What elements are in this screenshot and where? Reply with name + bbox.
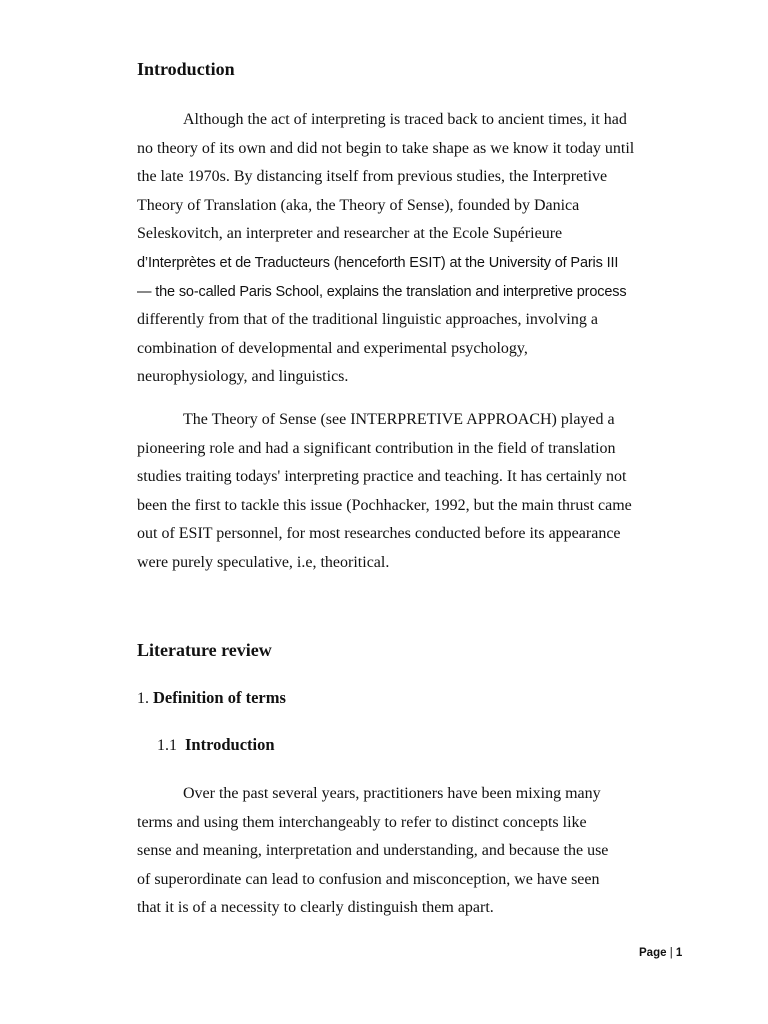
introduction-heading: Introduction: [137, 59, 235, 79]
page-footer: [639, 947, 682, 959]
subsection-introduction: [157, 735, 275, 755]
introduction-paragraph-1: [137, 106, 697, 392]
page-number: 1: [675, 947, 683, 959]
text-line: terms and using them interchangeably to refer to distinct concepts like: [137, 813, 587, 831]
text-line: studies traiting todays' interpreting practice and teaching. It has certainly not: [137, 468, 627, 486]
text-line: Theory of Translation (aka, the Theory of Sense), founded by Danica: [137, 196, 580, 214]
text-line: out of ESIT personnel, for most researches conducted before its appearance: [137, 525, 621, 543]
footer-separator: |: [669, 947, 673, 959]
text-line: of superordinate can lead to confusion and misconception, we have seen: [137, 870, 600, 888]
page-label: Page: [639, 947, 667, 959]
text-line: the late 1970s. By distancing itself from previous studies, the Interpretive: [137, 168, 608, 186]
subsection-title: Introduction: [185, 735, 275, 754]
subsection-definition-of-terms: [137, 688, 286, 708]
text-line: differently from that of the traditional linguistic approaches, involving a: [137, 311, 598, 329]
text-line: d’Interprètes et de Traducteurs (henceforth ESIT) at the University of Paris III: [137, 254, 619, 271]
text-line: — the so-called Paris School, explains the translation and interpretive process: [137, 283, 627, 300]
introduction-paragraph-2: [137, 406, 697, 578]
text-line: Although the act of interpreting is traced back to ancient times, it had: [183, 111, 627, 128]
text-line: combination of developmental and experimental psychology,: [137, 339, 528, 357]
literature-review-heading: Literature review: [137, 640, 272, 660]
literature-review-paragraph: [137, 780, 697, 923]
text-line: Seleskovitch, an interpreter and researcher at the Ecole Supérieure: [137, 225, 563, 243]
text-line: no theory of its own and did not begin to take shape as we know it today until: [137, 139, 635, 157]
text-line: Over the past several years, practitioners have been mixing many: [183, 785, 601, 802]
text-line: The Theory of Sense (see INTERPRETIVE APPROACH) played a: [183, 411, 615, 428]
text-line: pioneering role and had a significant contribution in the field of translation: [137, 439, 616, 457]
subsection-title: Definition of terms: [153, 688, 286, 707]
subsection-number: 1.1: [157, 737, 177, 754]
subsection-number: 1.: [137, 690, 149, 707]
text-line: been the first to tackle this issue (Pochhacker, 1992, but the main thrust came: [137, 496, 632, 514]
text-line: sense and meaning, interpretation and understanding, and because the use: [137, 842, 609, 860]
text-line: neurophysiology, and linguistics.: [137, 368, 349, 386]
text-line: that it is of a necessity to clearly distinguish them apart.: [137, 899, 494, 917]
text-line: were purely speculative, i.e, theoritical.: [137, 553, 390, 571]
